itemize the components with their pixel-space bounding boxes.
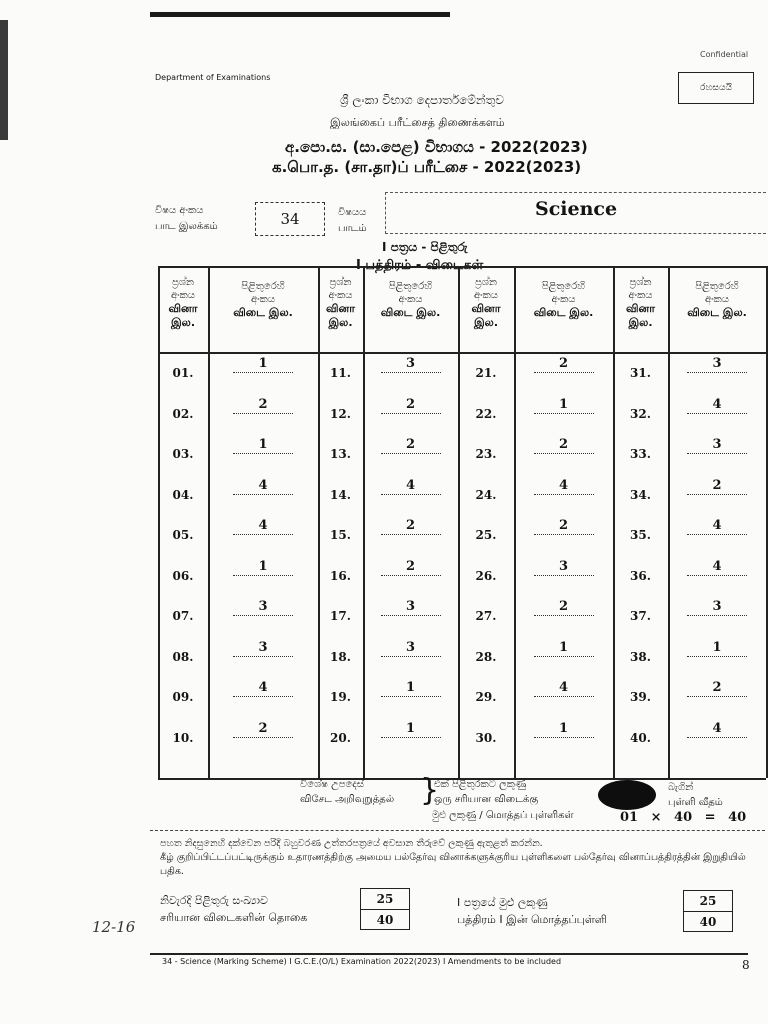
answer-value: 2	[514, 439, 613, 454]
answer-value: 3	[668, 601, 766, 616]
answer-value: 2	[363, 439, 458, 454]
question-number: 25.	[475, 528, 497, 542]
question-number: 18.	[330, 649, 351, 664]
page-number: 8	[742, 958, 750, 972]
answer-value: 2	[208, 723, 318, 738]
answer-value: 2	[363, 520, 458, 535]
brace-icon: }	[420, 773, 440, 808]
answer-value: 1	[208, 439, 318, 454]
question-number-header: ප්‍රශ්න අංකය வினா இல.	[471, 277, 501, 329]
answer-value: 1	[514, 399, 613, 414]
left-edge-shadow	[0, 20, 8, 140]
question-number: 23.	[475, 447, 497, 461]
question-number: 31.	[630, 366, 651, 380]
question-number: 14.	[330, 487, 351, 502]
dashed-divider	[150, 830, 765, 831]
answer-value: 3	[363, 642, 458, 657]
subject-name-label: විෂයය பாடம்	[338, 207, 367, 234]
answer-value: 2	[363, 561, 458, 576]
question-number: 07.	[172, 609, 194, 623]
question-number: 02.	[172, 406, 194, 421]
footer-text: 34 - Science (Marking Scheme) I G.C.E.(O/L) Examination 2022(2023) I Amendments to be included	[162, 957, 562, 966]
question-number: 10.	[172, 730, 194, 745]
question-number: 36.	[630, 568, 651, 583]
question-number: 01.	[172, 366, 194, 380]
question-number: 20.	[330, 730, 351, 745]
answer-value: 1	[208, 358, 318, 373]
question-number: 21.	[475, 366, 497, 380]
question-number: 12.	[330, 406, 351, 421]
question-number: 17.	[330, 609, 351, 623]
each-label: බැගින් புள்ளி வீதம்	[668, 782, 723, 808]
question-number: 24.	[475, 487, 497, 502]
paper-total-max: 40	[684, 911, 732, 932]
question-number: 38.	[630, 649, 651, 664]
answer-value: 2	[668, 682, 766, 697]
answer-value: 4	[208, 480, 318, 495]
dept-tamil: இலங்கைப் பரீட்சைத் திணைக்களம்	[330, 116, 505, 129]
footer-rule	[150, 953, 748, 955]
subject-code-label: විෂය අංකය பாட இலக்கம்	[155, 205, 218, 232]
answer-value: 4	[668, 561, 766, 576]
answer-value: 3	[514, 561, 613, 576]
exam-title-tamil: க.பொ.த. (சா.தா)ப் பரீட்சை - 2022(2023)	[272, 158, 582, 176]
table-row-line	[158, 352, 766, 354]
answer-number-header: පිළිතුරෙහි අංකය விடை இல.	[687, 281, 747, 319]
answer-value: 2	[514, 601, 613, 616]
answer-value: 2	[363, 399, 458, 414]
answer-value: 3	[208, 642, 318, 657]
confidential-label: Confidential	[700, 50, 749, 59]
question-number: 15.	[330, 528, 351, 542]
question-number: 28.	[475, 649, 497, 664]
question-number: 32.	[630, 406, 651, 421]
answer-value: 4	[668, 723, 766, 738]
paper-total-value: 25	[699, 894, 717, 908]
correct-count-box	[360, 888, 410, 930]
question-number: 39.	[630, 690, 651, 704]
question-number: 29.	[475, 690, 497, 704]
secret-stamp: රහසයයි	[678, 72, 754, 104]
marks-formula: 01 × 40 = 40	[620, 810, 747, 825]
answer-value: 2	[668, 480, 766, 495]
answer-number-header: පිළිතුරෙහි අංකය விடை இல.	[380, 281, 441, 319]
question-number: 22.	[475, 406, 497, 421]
question-number: 19.	[330, 690, 351, 704]
question-number: 06.	[172, 568, 194, 583]
answer-value: 4	[208, 520, 318, 535]
question-number: 40.	[630, 730, 651, 745]
answer-value: 4	[668, 520, 766, 535]
answer-value: 2	[514, 358, 613, 373]
answer-value: 4	[514, 682, 613, 697]
answer-value: 4	[208, 682, 318, 697]
correct-count-label: නිවැරදි පිළිතුරු සංඛ්‍යාව சரியான விடைகளின் தொகை	[160, 894, 308, 924]
answer-value: 1	[208, 561, 318, 576]
answer-table	[158, 266, 766, 778]
question-number: 09.	[172, 690, 194, 704]
handwritten-note: 12-16	[92, 918, 136, 936]
correct-count-value: 25	[376, 892, 394, 906]
paper-total-box	[683, 890, 733, 932]
paper-total-label: I පත්‍රයේ මුළු ලකුණු பத்திரம் I இன் மொத்தப்புள்ளி	[457, 896, 607, 926]
department-label: Department of Examinations	[155, 73, 271, 82]
dept-sinhala: ශ්‍රී ලංකා විභාග දෙපාර්තමේන්තුව	[340, 93, 505, 107]
paper-title-sinhala: I පත්‍රය - පිළිතුරු	[382, 240, 468, 254]
answer-value: 3	[668, 358, 766, 373]
question-number: 08.	[172, 649, 194, 664]
question-number: 26.	[475, 568, 497, 583]
answer-value: 2	[514, 520, 613, 535]
question-number: 03.	[172, 447, 194, 461]
correct-count-max: 40	[361, 909, 409, 930]
answer-value: 3	[363, 601, 458, 616]
answer-value: 4	[668, 399, 766, 414]
subject-name: Science	[535, 198, 618, 220]
answer-value: 1	[363, 723, 458, 738]
question-number: 30.	[475, 730, 497, 745]
answer-value: 1	[514, 723, 613, 738]
one-mark-label: එක් පිළිතුරකට ලකුණු ஒரு சரியான விடைக்கு	[434, 779, 539, 805]
question-number-header: ප්‍රශ්න අංකය வினா இல.	[326, 277, 355, 329]
subject-code-box: 34	[255, 202, 325, 236]
question-number: 16.	[330, 568, 351, 583]
ink-blot	[598, 780, 656, 810]
question-number: 04.	[172, 487, 194, 502]
question-number: 11.	[330, 366, 351, 380]
top-edge-bar	[150, 12, 450, 17]
answer-value: 1	[363, 682, 458, 697]
question-number-header: ප්‍රශ්න අංකය வினா இல.	[626, 277, 655, 329]
table-row-line	[158, 266, 766, 268]
answer-value: 1	[514, 642, 613, 657]
answer-value: 3	[668, 439, 766, 454]
question-number: 37.	[630, 609, 651, 623]
instruction-note: පහත නිදසුනෙහි දක්වෙන පරිදි බහුවරණ උත්තරපත්‍රයේ අවසාන තීරුවේ ලකුණු ඇතුළත් කරන්න. கீழ் குறிப்பிட்டப்பட்டிருக்கும் உதாரணத்திற்கு அமைய பல்தேர்வு வினாக்களுக்குரிய புள்ளிகளை பல்தேர்வு வினாப்பத்திரத்தின் இறுதியில் பதிக.	[160, 838, 746, 877]
answer-value: 3	[363, 358, 458, 373]
answer-value: 3	[208, 601, 318, 616]
answer-value: 4	[514, 480, 613, 495]
exam-title-sinhala: අ.පො.ස. (සා.පෙළ) විභාගය - 2022(2023)	[285, 138, 588, 156]
answer-number-header: පිළිතුරෙහි අංකය விடை இல.	[233, 281, 293, 319]
answer-value: 2	[208, 399, 318, 414]
answer-value: 1	[668, 642, 766, 657]
question-number-header: ප්‍රශ්න අංකය வினா இல.	[168, 277, 198, 329]
question-number: 13.	[330, 447, 351, 461]
question-number: 05.	[172, 528, 194, 542]
total-marks-label: මුළු ලකුණු / மொத்தப் புள்ளிகள்	[432, 810, 574, 821]
question-number: 33.	[630, 447, 651, 461]
question-number: 27.	[475, 609, 497, 623]
answer-value: 4	[363, 480, 458, 495]
question-number: 34.	[630, 487, 651, 502]
special-instruction-label: විශේෂ උපදෙස් விசேட அறிவுறுத்தல்	[300, 779, 395, 805]
question-number: 35.	[630, 528, 651, 542]
table-column-line	[766, 266, 768, 778]
answer-number-header: පිළිතුරෙහි අංකය விடை இல.	[533, 281, 594, 319]
